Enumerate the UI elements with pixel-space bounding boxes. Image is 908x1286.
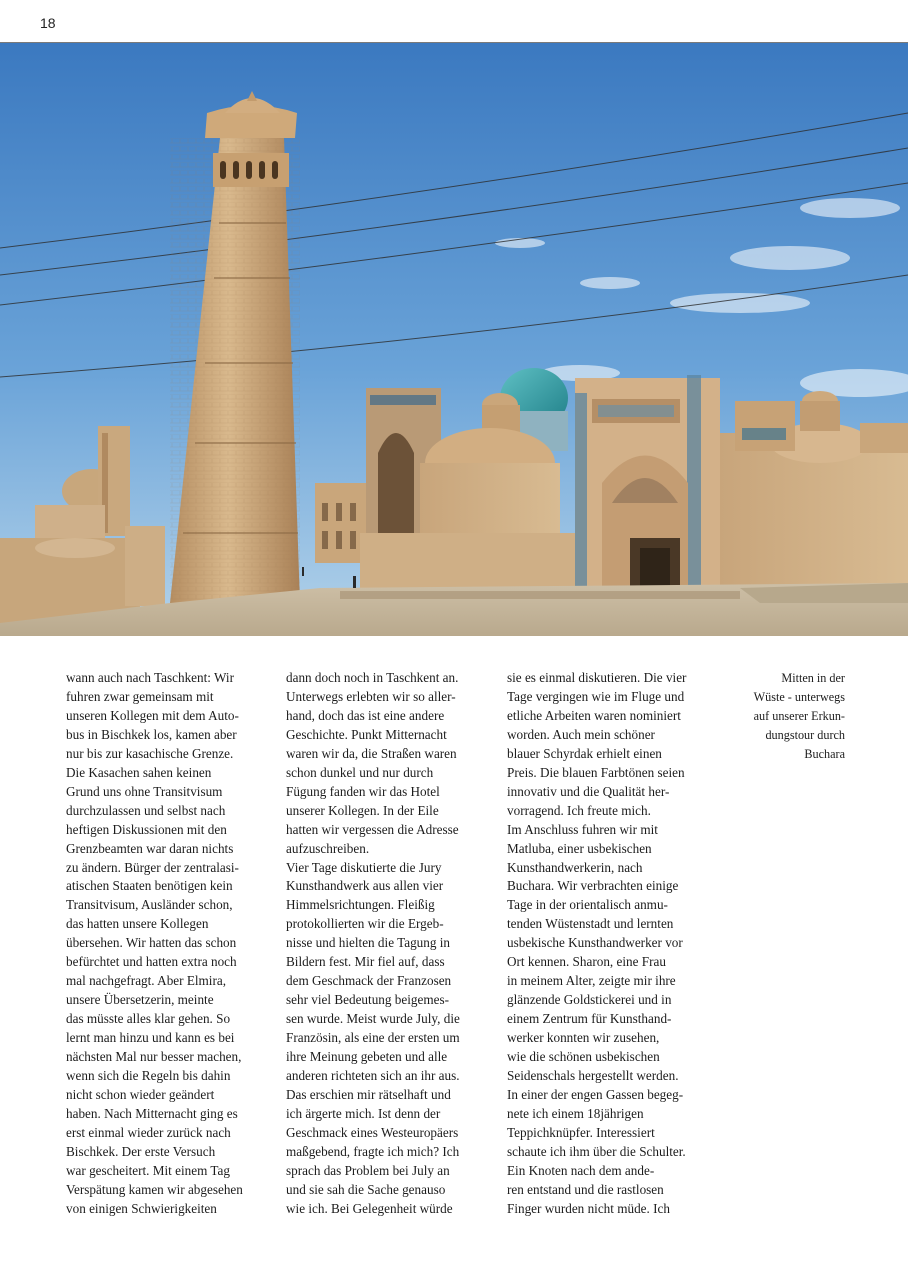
text-column-2: dann doch noch in Taschkent an. Unterwegs erlebten wir so aller- hand, doch das ist eine andere Geschichte. Punkt Mitternacht waren wir da, die Straßen waren schon dunkel und nur durch Fügung fanden wir das Hotel unserer Kollegen. In der Eile hatten wir vergessen die Adresse aufzuschreiben. Vier Tage diskutierte die Jury Kunsthandwerk aus allen vier Himmelsrichtungen. Fleißig protokollierten wir die Ergeb- nisse und hielten die Tagung in Bildern fest. Mir fiel auf, dass dem Geschmack der Franzosen sehr viel Bedeutung beigemes- sen wurde. Meist wurde July, die Französin, als eine der ersten um ihre Meinung gebeten und alle anderen richteten sich an ihr aus. Das erschien mir rätselhaft und ich ärgerte mich. Ist denn der Geschmack eines Westeuropäers maßgebend, fragte ich mich? Ich sprach das Problem bei July an und sie sah die Sache genauso wie ich. Bei Gelegenheit würde — [286, 670, 460, 1216]
page-number: 18 — [40, 15, 56, 31]
photo-bukhara-kalyan-minaret — [0, 43, 908, 636]
text-column-1: wann auch nach Taschkent: Wir fuhren zwar gemeinsam mit unseren Kollegen mit dem Auto- bus in Bischkek los, kamen aber nur bis zur kasachische Grenze. Die Kasachen sahen keinen Grund uns ohne Transitvisum durchzulassen und selbst nach heftigen Diskussionen mit den Grenzbeamten war daran nichts zu ändern. Bürger der zentralasi- atischen Staaten benötigen kein Transitvisum, Ausländer schon, das hatten unsere Kollegen übersehen. Wir hatten das schon befürchtet und hatten extra noch mal nachgefragt. Aber Elmira, unsere Übersetzerin, meinte das müsste alles klar gehen. So lernt man hinzu und kann es bei nächsten Mal nur besser machen, wenn sich die Regeln bis dahin nicht schon wieder geändert haben. Nach Mitternacht ging es erst einmal wieder zurück nach Bischkek. Der erste Versuch war gescheitert. Mit einem Tag Verspätung kamen wir abgesehen von einigen Schwierigkeiten — [66, 670, 243, 1216]
photo-caption: Mitten in der Wüste - unterwegs auf unserer Erkun- dungstour durch Buchara — [753, 671, 845, 761]
text-column-3: sie es einmal diskutieren. Die vier Tage vergingen wie im Fluge und etliche Arbeiten waren nominiert worden. Auch mein schöner blauer Schyrdak erhielt einen Preis. Die blauen Farbtönen seien innovativ und die Qualität her- vorragend. Ich freute mich. Im Anschluss fuhren wir mit Matluba, einer usbekischen Kunsthandwerkerin, nach Buchara. Wir verbrachten einige Tage in der orientalisch anmu- tenden Wüstenstadt und lernten usbekische Kunsthandwerker vor Ort kennen. Sharon, eine Frau in meinem Alter, zeigte mir ihre glänzende Goldstickerei und in einem Zentrum für Kunsthand- werker konnten wir zusehen, wie die schönen usbekischen Seidenschals hergestellt werden. In einer der engen Gassen begeg- nete ich einem 18jährigen Teppichknüpfer. Interessiert schaute ich ihm über die Schulter. Ein Knoten nach dem ande- ren entstand und die rastlosen Finger wurden nicht müde. Ich — [507, 670, 687, 1216]
